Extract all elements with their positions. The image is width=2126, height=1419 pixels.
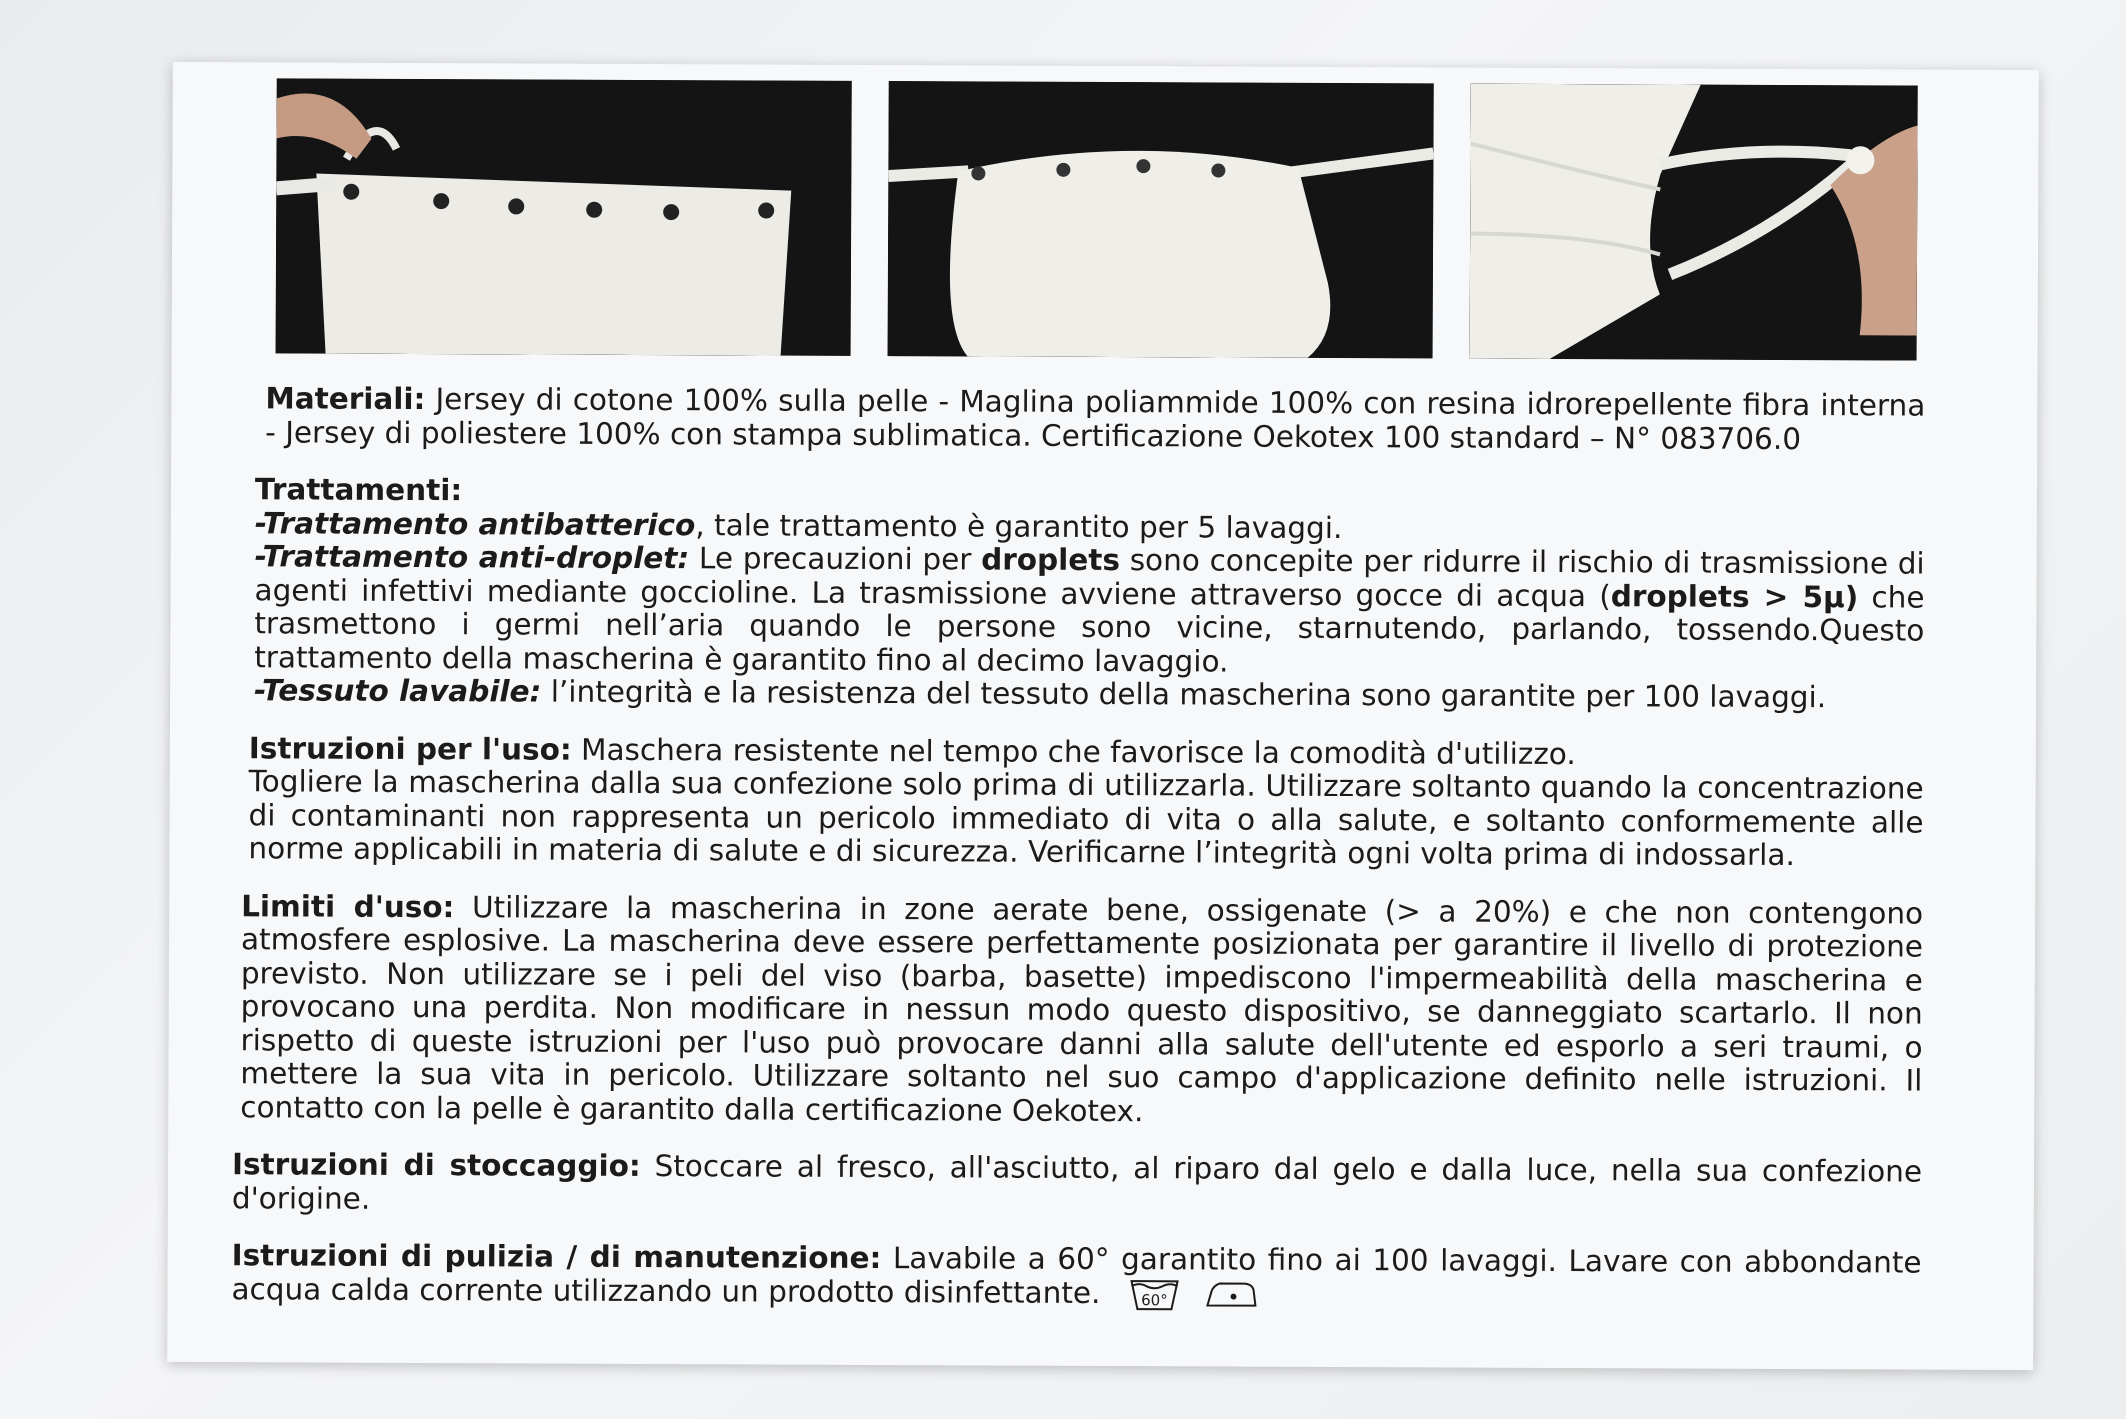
usage-label: Istruzioni per l'uso: — [248, 730, 572, 767]
iron-one-dot-icon — [1203, 1278, 1259, 1312]
photo-strip — [276, 78, 1918, 363]
instructions-text — [231, 382, 1925, 1339]
limits-text: Utilizzare la mascherina in zone aerate bene, ossigenate (> a 20%) e che non contengono atmosfere esplosive. La mascherina deve essere perfettamente posizionata per garantire il livello di protezione previsto. Non utilizzare se i peli del viso (barba, basette) impediscono l'impermeabilità della mascherina e provocano una perdita. Non modificare in nessun modo questo dispositivo, se danneggiato scartarlo. Il non rispetto di queste istruzioni per l'uso può provocare danni alla salute dell'utente ed esporlo a seri traumi, o mettere la sua vita in pericolo. Utilizzare soltanto nel suo campo d'applicazione definito nelle istruzioni. Il contatto con la pelle è garantito dalla certificazione Oekotex. — [240, 889, 1924, 1128]
antidroplet-bold-b: droplets > 5µ) — [1610, 578, 1859, 614]
antidroplet-text-c: che trasmettono i germi nell’aria quando le persone sono vicine, starnutendo, parlando, tossendo.Questo trattamento della mascherina è garantito fino al decimo lavaggio. — [254, 579, 1925, 679]
mask-gathered-photo — [888, 81, 1434, 358]
antidroplet-bold-a: droplets — [981, 542, 1121, 578]
instruction-card — [167, 62, 2039, 1370]
antidroplet-text-b: sono concepite per ridurre il rischio di trasmissione di agenti infettivi mediante goccioline. La trasmissione avviene attraverso gocce di acqua ( — [254, 543, 1925, 613]
usage-text-b: Togliere la mascherina dalla sua confezione solo prima di utilizzarla. Utilizzare soltanto quando la concentrazione di contaminanti non rappresenta un pericolo immediato di vita o alla salute, e soltanto conformemente alle norme applicabili in materia di salute e di sicurezza. Verificarne l’integrità ogni volta prima di indossarla. — [248, 764, 1924, 873]
wash-symbol-text: 60° — [1141, 1291, 1169, 1310]
storage-label: Istruzioni di stoccaggio: — [231, 1147, 641, 1183]
care-symbols — [1130, 1277, 1260, 1312]
treatments-heading: Trattamenti: — [254, 472, 463, 508]
usage-text-a: Maschera resistente nel tempo che favorisce la comodità d'utilizzo. — [571, 732, 1576, 771]
materials-label: Materiali: — [265, 381, 426, 417]
limits-section — [232, 890, 1923, 1132]
mask-tying-photo — [1470, 84, 1918, 361]
washable-label: -Tessuto lavabile: — [254, 673, 542, 709]
materials-text: Jersey di cotone 100% sulla pelle - Maglina poliammide 100% con resina idrorepellente fibra interna - Jersey di poliestere 100% con stampa sublimatica. Certificazione Oekotex 100 standard – N° 083706.0 — [265, 382, 1926, 456]
antidroplet-label: -Trattamento anti-droplet: — [254, 539, 690, 576]
materials-section — [235, 382, 1925, 456]
cleaning-section — [231, 1239, 1921, 1315]
limits-label: Limiti d'uso: — [241, 888, 455, 924]
usage-section — [233, 732, 1924, 873]
antibacterial-text: , tale trattamento è garantito per 5 lavaggi. — [695, 507, 1343, 545]
cleaning-text: Lavabile a 60° garantito fino ai 100 lavaggi. Lavare con abbondante acqua calda corrente utilizzando un prodotto disinfettante. — [231, 1241, 1922, 1310]
mask-tie-photo — [276, 78, 852, 356]
antidroplet-text-a: Le precauzioni per — [689, 541, 982, 577]
wash-60-icon — [1130, 1277, 1180, 1311]
storage-section — [232, 1148, 1922, 1222]
treatments-section — [234, 473, 1925, 715]
cleaning-label: Istruzioni di pulizia / di manutenzione: — [231, 1238, 882, 1276]
washable-text: l’integrità e la resistenza del tessuto della mascherina sono garantite per 100 lavaggi. — [541, 674, 1827, 715]
storage-text: Stoccare al fresco, all'asciutto, al riparo dal gelo e dalla luce, nella sua confezione d'origine. — [231, 1148, 1923, 1216]
antibacterial-label: -Trattamento antibatterico — [254, 505, 696, 542]
